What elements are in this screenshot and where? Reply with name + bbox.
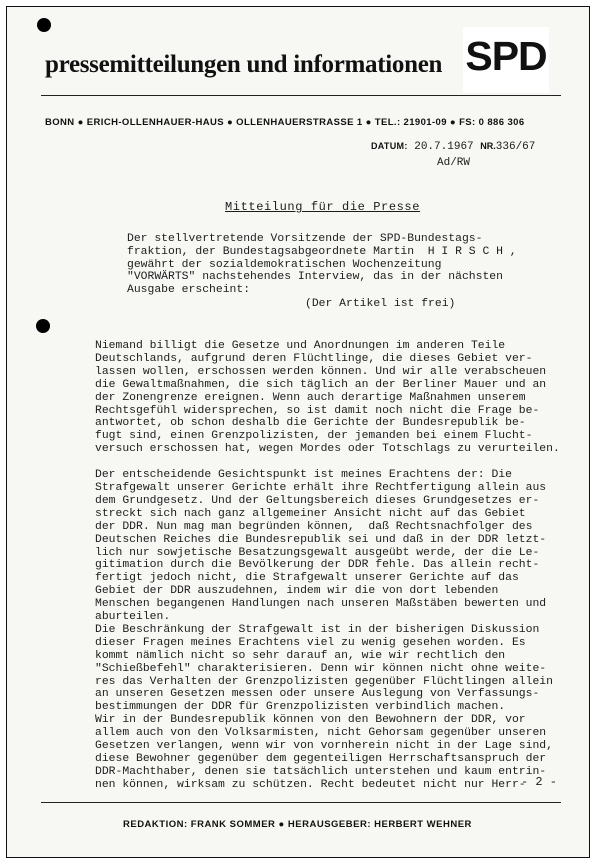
header-rule (41, 95, 561, 96)
page-number: - 2 - (521, 775, 558, 789)
datum-label: DATUM: (371, 141, 408, 151)
punch-hole-middle (36, 319, 50, 333)
datum-value: 20.7.1967 (414, 141, 474, 153)
interview-body: Niemand billigt die Gesetze und Anordnungen im anderen Teile Deutschlands, aufgrund deren Flüchtlinge, die dieses Gebiet ver- lassen wollen, erschossen werden können. Und wir alle verabscheuen die Gewaltmaßnahmen, die sich täglich an der Berliner Mauer und an der Zonengrenze ereignen. Wenn auch derartige Maßnahmen unserem Rechtsgefühl widersprechen, so ist damit noch nicht die Frage be- antwortet, ob schon deshalb die Gerichte der Bundesrepublik be- fugt sind, einen Grenzpolizisten, der jemanden bei einem Flucht- versuch erschossen hat, wegen Mordes oder Totschlags zu verurteilen. Der entscheidende Gesichtspunkt ist meines Erachtens der: Die Strafgewalt unserer Gerichte erhält ihre Rechtfertigung allein aus dem Grundgesetz. Und der Geltungsbereich dieses Grundgesetzes er- streckt sich nach ganz allgemeiner Ansicht nicht auf das Gebiet der DDR. Nun mag man begründen können, daß Rechtsnachfolger des Deutschen Reiches die Bundesrepublik sei und daß in der DDR letzt- lich nur sowjetische Besatzungsgewalt ausgeübt werde, der die Le- gitimation durch die Bevölkerung der DDR fehle. Das allein recht- fertigt jedoch nicht, die Strafgewalt unserer Gerichte auf das Gebiet der DDR auszudehnen, indem wir die von dort lebenden Menschen begangenen Handlungen nach unseren Maßstäben bewerten und aburteilen. Die Beschränkung der Strafgewalt ist in der bisherigen Diskussion dieser Fragen meines Erachtens viel zu wenig gesehen worden. Es kommt nämlich nicht so sehr darauf an, wie wir rechtlich den "Schießbefehl" charakterisieren. Denn wir können nicht ohne weite- res das Verhalten der Grenzpolizisten gegenüber Flüchtlingen allein an unseren Gesetzen messen oder unsere Auslegung von Verfassungs- bestimmungen der DDR für Grenzpolizisten verbindlich machen. Wir in der Bundesrepublik können von den Bewohnern der DDR, vor allem auch von den Volksarmisten, nicht Gehorsam gegenüber unseren Gesetzen verlangen, wenn wir von vornherein nicht in der Lage sind, diese Bewohner gegenüber dem gegenteiligen Herrschaftsanspruch der DDR-Machthaber, denen sie tatsächlich unterstehen und kaum entrin- nen können, wirksam zu schützen. Recht bedeutet nicht nur Herr- (95, 340, 560, 791)
author-initials: Ad/RW (437, 157, 471, 169)
date-number-block (371, 141, 535, 153)
document-title: Mitteilung für die Presse (225, 200, 421, 214)
document-page (6, 6, 590, 858)
nr-label: NR. (480, 141, 496, 151)
letterhead-title: pressemitteilungen und informationen (45, 51, 443, 78)
footer-editorial-line: REDAKTION: FRANK SOMMER ● HERAUSGEBER: HERBERT WEHNER (123, 819, 472, 830)
address-line: BONN ● ERICH-OLLENHAUER-HAUS ● OLLENHAUERSTRASSE 1 ● TEL.: 21901-09 ● FS: 0 886 306 (45, 117, 525, 128)
free-article-note: (Der Artikel ist frei) (305, 298, 456, 310)
nr-value: 336/67 (495, 141, 536, 153)
intro-paragraph: Der stellvertretende Vorsitzende der SPD-Bundestags- fraktion, der Bundestagsabgeordnete Martin H I R S C H , gewährt der sozialdemokratischen Wochenzeitung "VORWÄRTS" nachstehendes Interview, das in der nächsten Ausgabe erscheint: (127, 233, 517, 297)
footer-rule (41, 802, 561, 803)
spd-logo-text: SPD (465, 33, 547, 79)
punch-hole-top (37, 18, 51, 32)
spd-logo (463, 27, 549, 93)
